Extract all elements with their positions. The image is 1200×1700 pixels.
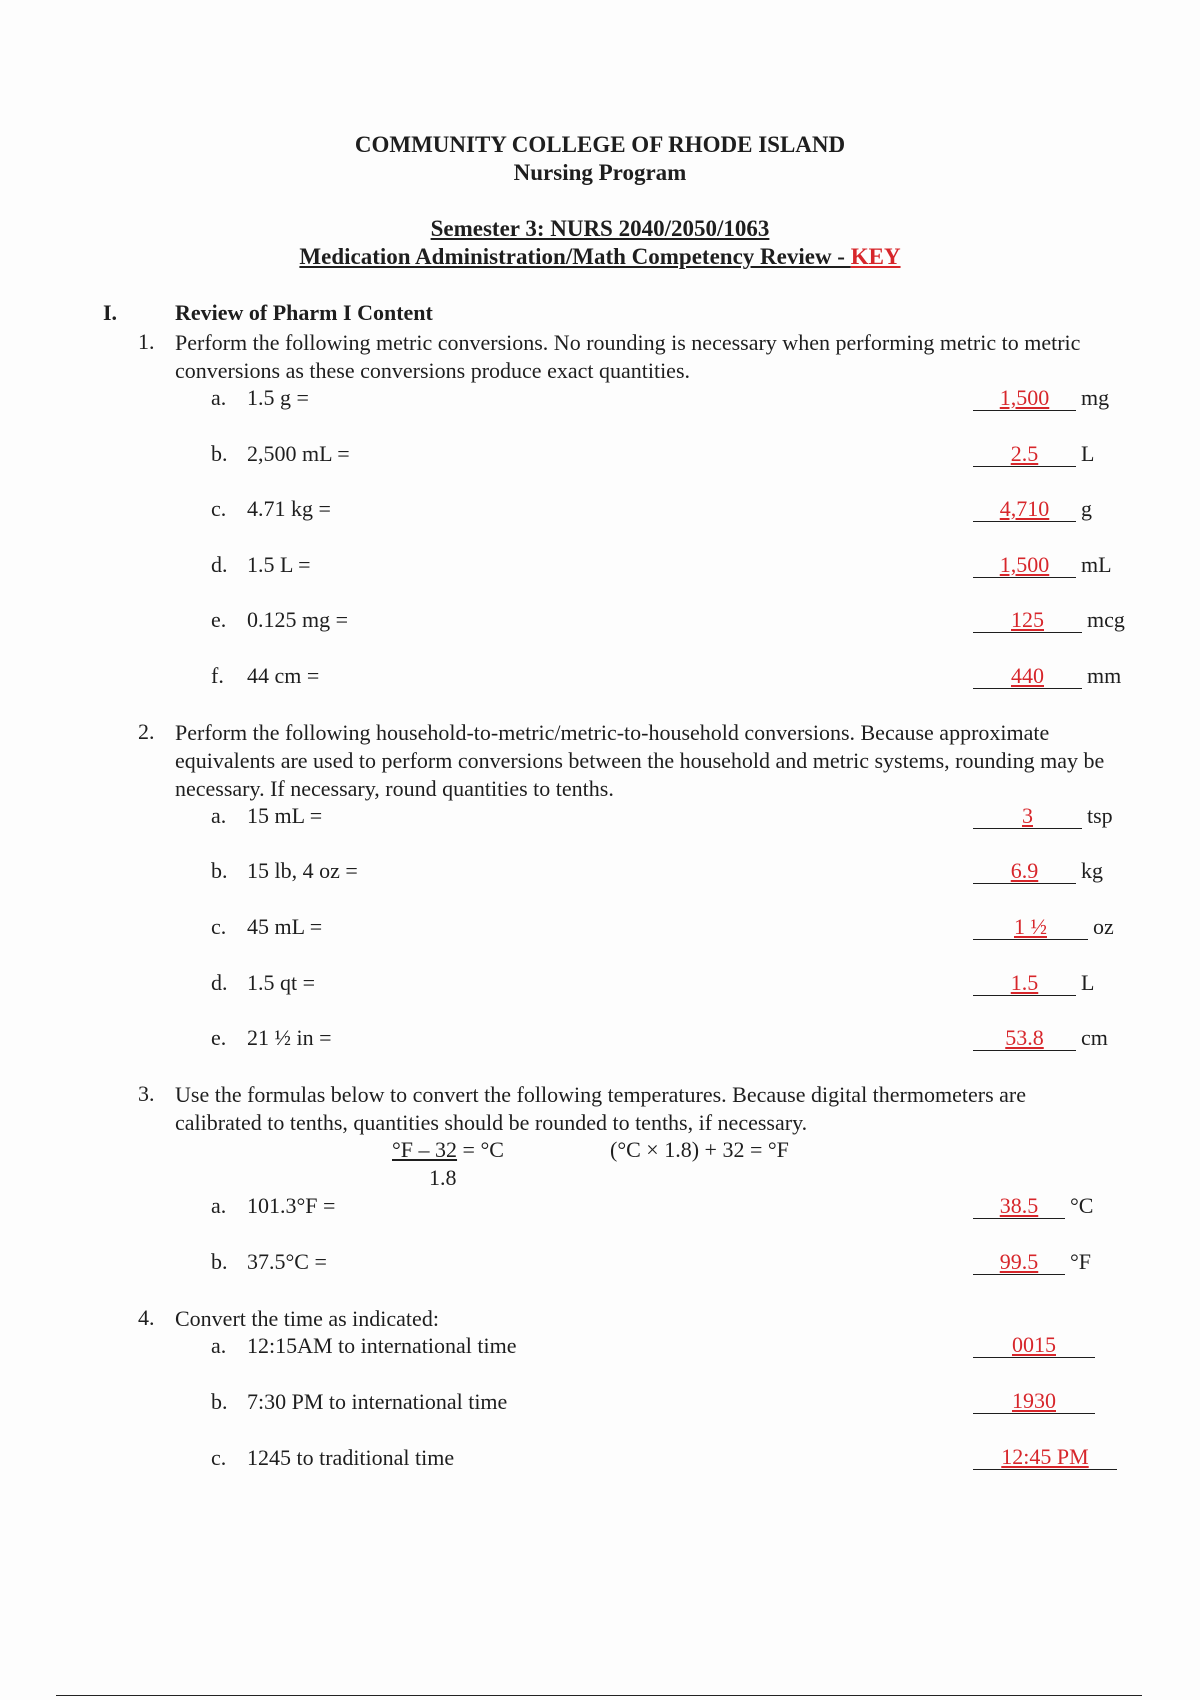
item-letter: d. [211, 970, 228, 995]
formula-numerator: °F – 32 [392, 1137, 458, 1162]
answer-value: 38.5 [973, 1194, 1065, 1219]
answer-value: 1,500 [973, 553, 1076, 578]
answer-line [973, 1445, 1117, 1470]
item-expression: 0.125 mg = [247, 607, 349, 632]
institution-title: COMMUNITY COLLEGE OF RHODE ISLAND [354, 132, 846, 157]
q3-number: 3. [138, 1081, 155, 1106]
answer-line [973, 1333, 1095, 1358]
answer-value: 125 [973, 608, 1082, 633]
answer-line [973, 1249, 1091, 1275]
item-letter: c. [211, 1445, 227, 1470]
item-letter: a. [211, 1193, 227, 1218]
answer-value: 0015 [973, 1333, 1095, 1358]
answer-line [973, 1025, 1108, 1051]
item-expression: 2,500 mL = [247, 441, 350, 466]
formula-fahrenheit: (°C × 1.8) + 32 = °F [610, 1137, 789, 1162]
item-expression: 21 ½ in = [247, 1025, 332, 1050]
q3-text: Use the formulas below to convert the following temperatures. Because digital thermometers are calibrated to tenths, quantities should be rounded to tenths, if necessary. [175, 1082, 1026, 1135]
semester-title [0, 216, 1200, 242]
program-title: Nursing Program [513, 160, 687, 185]
formula-result: = °C [457, 1137, 504, 1162]
answer-value: 1 ½ [973, 915, 1088, 940]
answer-unit: g [1081, 496, 1092, 521]
item-letter: a. [211, 1333, 227, 1358]
formula-celsius [392, 1137, 504, 1163]
answer-unit: °C [1070, 1193, 1094, 1218]
answer-unit: mg [1081, 385, 1110, 410]
item-expression: 37.5°C = [247, 1249, 327, 1274]
section-numeral: I. [103, 300, 118, 325]
answer-value: 6.9 [973, 859, 1076, 884]
item-expression: 1245 to traditional time [247, 1445, 455, 1470]
item-expression: 101.3°F = [247, 1193, 336, 1218]
answer-value: 3 [973, 804, 1082, 829]
answer-value: 2.5 [973, 442, 1076, 467]
answer-unit: mL [1081, 552, 1112, 577]
answer-unit: oz [1093, 914, 1114, 939]
item-expression: 45 mL = [247, 914, 323, 939]
answer-value: 440 [973, 664, 1082, 689]
answer-line [973, 970, 1094, 996]
item-expression: 1.5 L = [247, 552, 311, 577]
answer-line [973, 552, 1112, 578]
answer-unit: mcg [1087, 607, 1125, 632]
answer-value: 99.5 [973, 1250, 1065, 1275]
review-title-text: Medication Administration/Math Competency Review - [299, 244, 851, 269]
section-title: Review of Pharm I Content [175, 300, 433, 325]
answer-line [973, 803, 1113, 829]
item-letter: c. [211, 914, 227, 939]
item-letter: f. [211, 663, 224, 688]
item-letter: e. [211, 607, 227, 632]
answer-line [973, 1389, 1095, 1414]
item-letter: c. [211, 496, 227, 521]
q1-number: 1. [138, 329, 155, 354]
item-letter: b. [211, 858, 228, 883]
item-letter: b. [211, 1389, 228, 1414]
answer-line [973, 385, 1109, 411]
answer-value: 1,500 [973, 386, 1076, 411]
q2-text: Perform the following household-to-metric/metric-to-household conversions. Because approximate equivalents are used to perform conversions between the household and metric systems, rounding may be necessary. If necessary, round quantities to tenths. [175, 720, 1105, 801]
answer-line [973, 1193, 1093, 1219]
answer-unit: kg [1081, 858, 1103, 883]
answer-line [973, 663, 1121, 689]
answer-unit: cm [1081, 1025, 1108, 1050]
answer-value: 1930 [973, 1389, 1095, 1414]
answer-unit: tsp [1087, 803, 1113, 828]
item-letter: a. [211, 803, 227, 828]
review-title [0, 244, 1200, 270]
item-expression: 1.5 qt = [247, 970, 316, 995]
semester-text: Semester 3: NURS 2040/2050/1063 [430, 216, 770, 241]
answer-line [973, 858, 1103, 884]
item-expression: 1.5 g = [247, 385, 309, 410]
item-expression: 7:30 PM to international time [247, 1389, 508, 1414]
q1-text: Perform the following metric conversions. No rounding is necessary when performing metric to metric conversions as these conversions produce exact quantities. [175, 330, 1081, 383]
answer-unit: L [1081, 441, 1095, 466]
item-expression: 15 lb, 4 oz = [247, 858, 358, 883]
answer-unit: °F [1070, 1249, 1092, 1274]
item-expression: 44 cm = [247, 663, 320, 688]
answer-line [973, 496, 1092, 522]
page-bottom-rule [56, 1695, 1142, 1696]
formula-denominator: 1.8 [429, 1165, 457, 1190]
item-expression: 12:15AM to international time [247, 1333, 517, 1358]
item-expression: 4.71 kg = [247, 496, 331, 521]
q4-text: Convert the time as indicated: [175, 1306, 439, 1331]
answer-line [973, 441, 1094, 467]
answer-unit: L [1081, 970, 1095, 995]
answer-unit: mm [1087, 663, 1122, 688]
item-letter: b. [211, 1249, 228, 1274]
answer-line [973, 914, 1114, 940]
answer-line [973, 607, 1125, 633]
item-expression: 15 mL = [247, 803, 323, 828]
answer-value: 53.8 [973, 1026, 1076, 1051]
key-label: KEY [850, 244, 901, 269]
q4-number: 4. [138, 1305, 155, 1330]
answer-value: 12:45 PM [973, 1445, 1117, 1470]
item-letter: a. [211, 385, 227, 410]
answer-value: 1.5 [973, 971, 1076, 996]
item-letter: d. [211, 552, 228, 577]
item-letter: e. [211, 1025, 227, 1050]
q2-number: 2. [138, 719, 155, 744]
answer-value: 4,710 [973, 497, 1076, 522]
item-letter: b. [211, 441, 228, 466]
